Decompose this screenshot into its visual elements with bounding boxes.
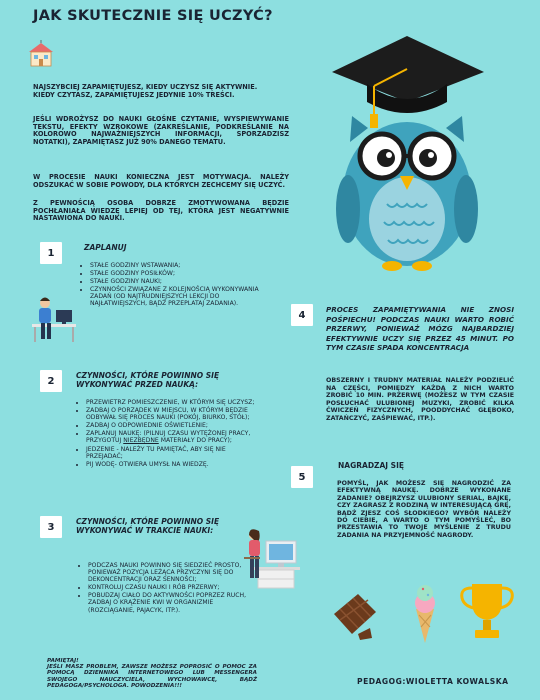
step-2-heading: CZYNNOŚCI, KTÓRE POWINNO SIĘ WYKONYWAĆ PRZED NAUKĄ: xyxy=(76,371,220,389)
list-item: • STAŁE GODZINY WSTAWANIA; xyxy=(90,262,260,269)
step-4-number: 4 xyxy=(291,304,313,326)
step-2-list xyxy=(76,399,258,469)
student-at-desk-illustration xyxy=(28,294,80,344)
list-item: • ZADBAJ O ODPOWIEDNIE OŚWIETLENIE; xyxy=(86,422,258,429)
footer-remember: PAMIĘTAJ! xyxy=(47,658,79,664)
intro-text-1a: NAJSZYBCIEJ ZAPAMIĘTUJESZ, KIEDY UCZYSZ SIĘ AKTYWNIE. xyxy=(33,83,258,91)
intro-text-1b: KIEDY CZYTASZ, ZAPAMIĘTUJESZ JEDYNIE 10% TREŚCI. xyxy=(33,90,235,99)
trophy-icon xyxy=(458,580,516,644)
page-title: JAK SKUTECZNIE SIĘ UCZYĆ? xyxy=(33,8,273,24)
step-1-heading: ZAPLANUJ xyxy=(84,243,127,252)
intro-paragraph-3: W PROCESIE NAUKI KONIECZNA JEST MOTYWACJA. NALEŻY ODSZUKAĆ W SOBIE POWODY, DLA KTÓRYCH ZECHCEMY SIĘ UCZYĆ. xyxy=(33,173,289,189)
step-3-heading: CZYNNOŚCI, KTÓRE POWINNO SIĘ WYKONYWAĆ W TRAKCIE NAUKI: xyxy=(76,517,220,535)
step-5-number: 5 xyxy=(291,466,313,488)
list-item-text: ZAPLANUJ NAUKĘ: (PILNUJ CZASU WYTĘŻONEJ PRACY, PRZYGOTUJ xyxy=(86,430,251,445)
step-3-number: 3 xyxy=(40,516,62,538)
intro-paragraph-4: Z PEWNOŚCIĄ OSOBA DOBRZE ZMOTYWOWANA BĘDZIE POCHŁANIAŁA WIEDZĘ LEPIEJ OD TEJ, KTÓRA JEST NEGATYWNIE NASTAWIONA DO NAUKI. xyxy=(33,199,289,223)
list-item: • KONTROLUJ CZASU NAUKI I RÓB PRZERWY; xyxy=(88,584,260,591)
owl-graduate-illustration xyxy=(322,24,492,274)
step-2-number: 2 xyxy=(40,370,62,392)
underlined-text: NIEZBĘDNE xyxy=(123,437,159,445)
intro-paragraph-2: JEŚLI WDROŻYSZ DO NAUKI GŁOŚNE CZYTANIE, WYSPIEWYWANIE TEKSTU, EFEKTY WZROKOWE (ZAKREŚLANIE, PODKREŚLANIE NA KOLOROWO NAJWAŻNIEJSZYCH INFORMACJI, SPORZADZISZ NOTATKI), ZAPAMIĘTASZ JUŻ 90% DANEGO TEMATU. xyxy=(33,115,289,146)
school-icon xyxy=(26,40,56,68)
list-item-text: MATERIAŁY DO PRACY); xyxy=(158,437,232,445)
step-5-heading: NAGRADZAJ SIĘ xyxy=(338,461,405,470)
list-item: • PIJ WODĘ- OTWIERA UMYSŁ NA WIEDZĘ. xyxy=(86,461,258,468)
author-signature: PEDAGOG:WIOLETTA KOWALSKA xyxy=(357,677,509,686)
ice-cream-icon xyxy=(410,583,440,645)
list-item: • STAŁE GODZINY POSIŁKÓW; xyxy=(90,270,260,277)
list-item: • STAŁE GODZINY NAUKI; xyxy=(90,278,260,285)
list-item: • ZADBAJ O PORZĄDEK W MIEJSCU, W KTÓRYM BĘDZIE ODBYWAŁ SIĘ PROCES NAUKI (POKÓJ, BIURKO, STÓŁ); xyxy=(86,407,258,421)
step-5-text: POMYŚL, JAK MOŻESZ SIĘ NAGRODZIĆ ZA EFEKTYWNĄ NAUKĘ. DOBRZE WYKONANE ZADANIE? OBEJRZYSZ ULUBIONY SERIAL, BAJKĘ, CZY ZAGRASZ Z RODZINĄ W INTERESUJĄCĄ GRĘ, BĄDŹ ZJESZ COŚ SŁODKIEGO? WYBÓR NALEŻY DO CIEBIE, A WARTO O TYM POMYŚLEĆ, BO PRZESTAWIA TO TWOJE MYŚLENIE Z TRUDU ZADANIA NA PRZYJEMNOŚĆ NAGRODY. xyxy=(337,480,511,539)
list-item: • JEDZENIE - NALEŻY TU PAMIĘTAĆ, ABY SIĘ NIE PRZEJADAĆ; xyxy=(86,446,258,460)
step-4-heading: PROCES ZAPAMIĘTYWANIA NIE ZNOSI POŚPIECHU! PODCZAS NAUKI WARTO ROBIĆ PRZERWY, PONIEWAŻ MÓZG NAJBARDZIEJ EFEKTYWNIE UCZY SIĘ PRZEZ 45 MINUT. PO TYM CZASIE SPADA KONCENTRACJA xyxy=(326,305,514,352)
list-item: • PRZEWIETRZ POMIESZCZENIE, W KTÓRYM SIĘ UCZYSZ; xyxy=(86,399,258,406)
step-1-list xyxy=(80,262,260,309)
step-4-text: OBSZERNY I TRUDNY MATERIAŁ NALEŻY PODZIELIĆ NA CZĘŚCI, POMIĘDZY KAŻDĄ Z NICH WARTO ZROBIĆ 10 MIN. PRZERWĘ (MOŻESZ W TYM CZASIE POSŁUCHAĆ ULUBIONEJ MUZYKI, ZROBIĆ KILKA ĆWICZEŃ FIZYCZNYCH, POODDYCHAĆ GŁĘBOKO, ZATAŃCZYĆ, ZAŚPIEWAĆ, ITP.). xyxy=(326,377,514,422)
woman-at-computer-illustration xyxy=(240,527,302,591)
footer-text: JEŚLI MASZ PROBLEM, ZAWSZE MOŻESZ POPROSIĆ O POMOC ZA POMOCĄ DZIENNIKA INTERNETOWEGO LUB MESSENGERA SWOJEGO NAUCZYCIELA, WYCHOWAWCĘ, BĄDŹ PEDAGOGA/PSYCHOLOGA. POWODZENIA!!! xyxy=(47,664,257,689)
footer-note xyxy=(47,658,257,689)
intro-paragraph-1 xyxy=(33,84,289,99)
list-item: • POBUDZAJ CIAŁO DO AKTYWNOŚCI POPRZEZ RUCH, ZADBAJ O KRĄŻENIE KWI W ORGANIZMIE (ROZCIĄGANIE, PAJACYK, ITP.). xyxy=(88,592,260,613)
step-1-number: 1 xyxy=(40,242,62,264)
list-item: • CZYNNOŚCI ZWIĄZANE Z KOLEJNOŚCIĄ WYKONYWANIA ZADAŃ (OD NAJTRUDNIEJSZYCH LEKCJI DO NAJŁATWIEJSZYCH, BĄDŹ PRZEPLATAJ ZADANIA). xyxy=(90,286,260,307)
list-item: • PODCZAS NAUKI POWINNO SIĘ SIEDZIEĆ PROSTO, PONIEWAŻ POZYCJA LEŻĄCA PRZYCZYNI SIĘ DO DEKONCENTRACJI ORAZ SENNOŚCI; xyxy=(88,562,260,583)
step-3-list xyxy=(78,562,260,615)
chocolate-icon xyxy=(330,590,378,640)
list-item xyxy=(86,430,258,444)
